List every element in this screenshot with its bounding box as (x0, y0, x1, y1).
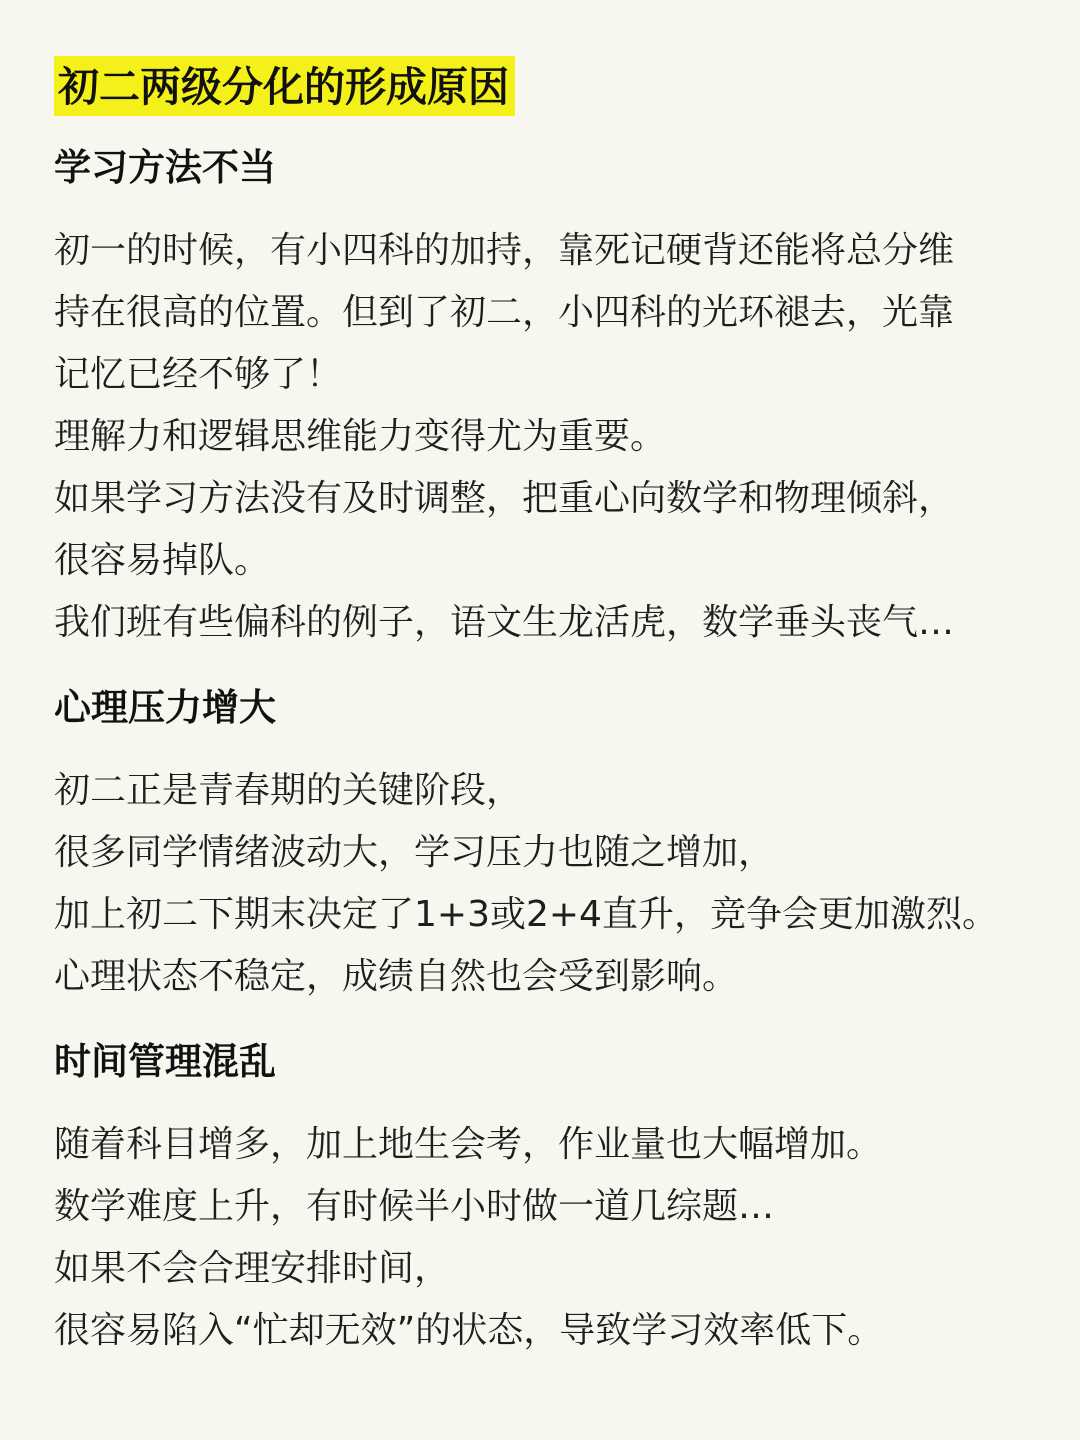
text-line: 记忆已经不够了！ (54, 354, 343, 395)
text-line: 初一的时候，有小四科的加持，靠死记硬背还能将总分维 (54, 230, 955, 271)
text-line: 很多同学情绪波动大，学习压力也随之增加， (54, 832, 775, 873)
text-line: 如果学习方法没有及时调整，把重心向数学和物理倾斜， (54, 478, 955, 519)
text-line: 随着科目增多，加上地生会考，作业量也大幅增加。 (54, 1124, 883, 1165)
text-line: 初二正是青春期的关键阶段， (54, 770, 523, 811)
title-highlight (54, 56, 515, 116)
section-body (54, 760, 1064, 1008)
section-heading: 心理压力增大 (54, 686, 276, 729)
text-line: 很容易陷入“忙却无效”的状态，导致学习效率低下。 (54, 1310, 884, 1351)
text-line: 数学难度上升，有时候半小时做一道几综题… (54, 1186, 775, 1227)
section-learning-method (54, 146, 1064, 654)
text-line: 加上初二下期末决定了1+3或2+4直升，竞争会更加激烈。 (54, 894, 998, 935)
section-psychological-pressure (54, 686, 1064, 1008)
section-body (54, 1114, 1064, 1362)
text-line: 如果不会合理安排时间， (54, 1248, 451, 1289)
text-line: 理解力和逻辑思维能力变得尤为重要。 (54, 416, 667, 457)
section-body (54, 220, 1064, 654)
text-line: 很容易掉队。 (54, 540, 271, 581)
page-title: 初二两级分化的形成原因 (58, 63, 509, 111)
text-line: 我们班有些偏科的例子，语文生龙活虎，数学垂头丧气… (54, 602, 955, 643)
section-heading: 学习方法不当 (54, 146, 276, 189)
text-line: 持在很高的位置。但到了初二，小四科的光环褪去，光靠 (54, 292, 955, 333)
article (54, 56, 1064, 1394)
section-heading: 时间管理混乱 (54, 1040, 276, 1083)
text-line: 心理状态不稳定，成绩自然也会受到影响。 (54, 956, 739, 997)
section-time-management (54, 1040, 1064, 1362)
